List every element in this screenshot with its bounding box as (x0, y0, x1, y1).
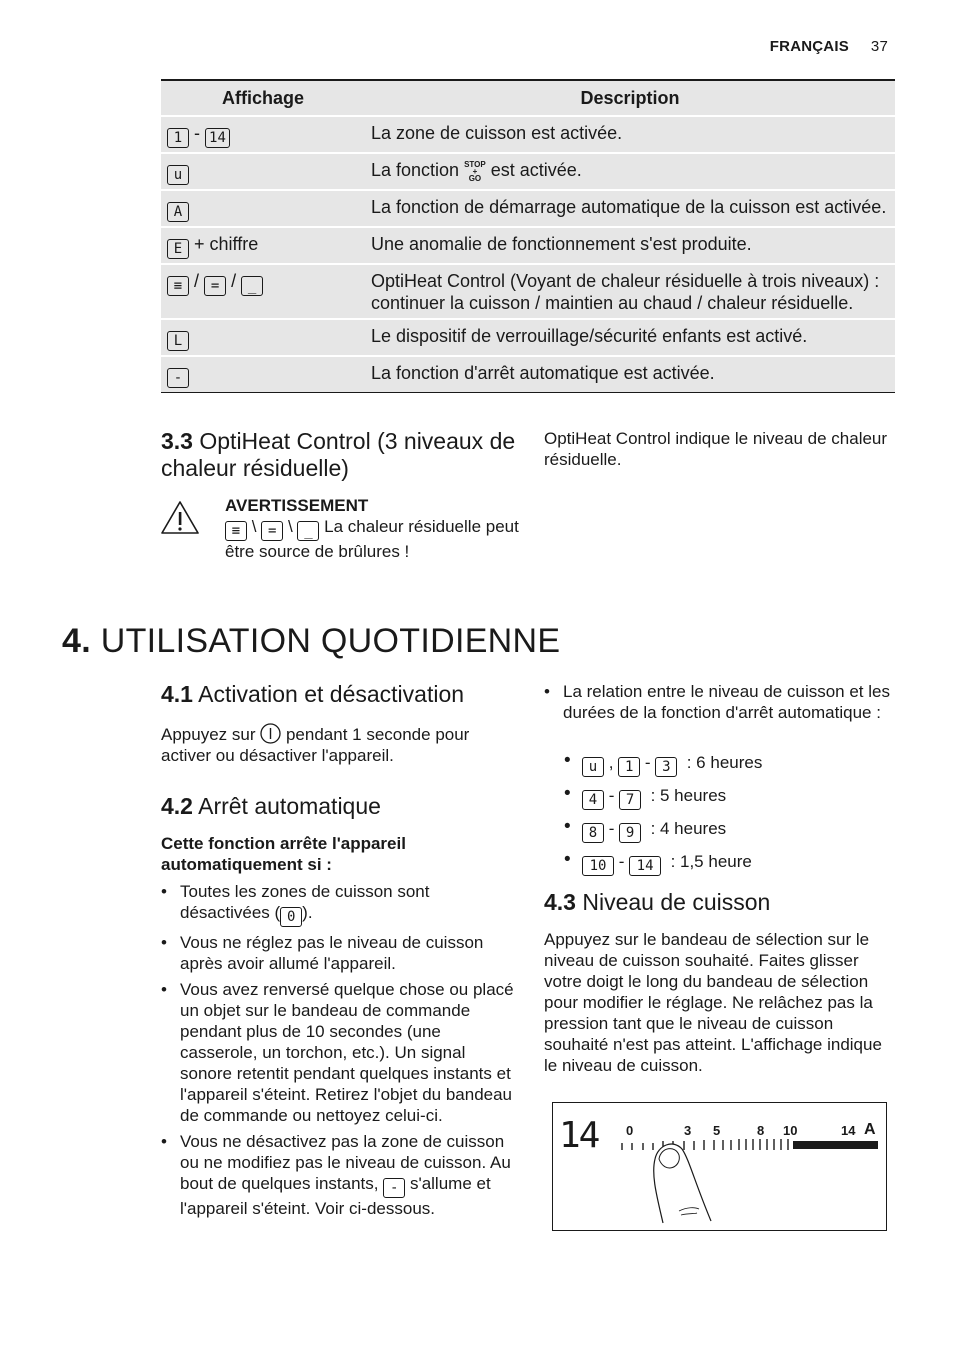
display-symbol: 14 (629, 856, 661, 876)
row-description: La fonction de démarrage automatique de la cuisson est activée. (365, 190, 895, 227)
table-row (161, 356, 895, 393)
list-item: • La relation entre le niveau de cuisson et les durées de la fonction d'arrêt automatique : (544, 681, 892, 723)
separator: \ (287, 517, 293, 536)
display-symbol: L (167, 331, 189, 351)
row-description: OptiHeat Control (Voyant de chaleur résiduelle à trois niveaux) : continuer la cuisson / maintien au chaud / chaleur résiduelle. (365, 264, 895, 319)
section-heading-4-3 (544, 889, 770, 916)
row-description: La fonction d'arrêt automatique est activée. (365, 356, 895, 393)
scale-label: A (864, 1121, 876, 1138)
list-item: • 4 - 7 : 5 heures (544, 785, 892, 810)
scale-label: 14 (841, 1123, 856, 1138)
table-row (161, 190, 895, 227)
duration: : 5 heures (650, 786, 727, 805)
scale-label: 5 (713, 1123, 721, 1138)
desc-text: est activée. (490, 160, 582, 180)
scale-label: 10 (783, 1123, 798, 1138)
warning-title: AVERTISSEMENT (225, 496, 369, 515)
warning-message: La chaleur résiduelle peut être source de brûlures ! (225, 517, 519, 561)
relation-list (544, 681, 892, 728)
text: Appuyez sur (161, 725, 256, 744)
section-number: 4.2 (161, 793, 193, 819)
text: pendant 1 seconde pour activer ou désactiver l'appareil. (161, 725, 470, 765)
list-item: • 10 - 14 : 1,5 heure (544, 851, 892, 876)
display-symbol: 8 (582, 823, 604, 843)
separator: - (194, 123, 201, 143)
table-row (161, 116, 895, 153)
text: Toutes les zones de cuisson sont désactivées ( (180, 882, 430, 922)
display-symbol: 14 (205, 128, 230, 148)
stop-go-icon (464, 161, 486, 182)
stop-go-text: GO (468, 173, 482, 183)
display-symbol: 1 (167, 128, 189, 148)
display-symbol: 1 (618, 757, 640, 777)
optiheat-description: OptiHeat Control indique le niveau de chaleur résiduelle. (544, 429, 888, 469)
section-label: FRANÇAIS (769, 38, 849, 55)
power-level-display: 14 (559, 1115, 599, 1156)
warning-block (225, 495, 525, 562)
table-row (161, 264, 895, 319)
text: ). (302, 903, 313, 922)
duration: : 1,5 heure (670, 852, 752, 871)
display-table (161, 79, 895, 393)
display-symbol: 9 (619, 823, 641, 843)
display-symbol: E (167, 239, 189, 259)
display-symbol: ≡ (225, 521, 247, 541)
desc-text: La fonction (371, 160, 460, 180)
list-item (161, 1131, 516, 1219)
display-symbol: = (261, 521, 283, 541)
section-heading-4-1 (161, 681, 464, 708)
col-header-description: Description (365, 80, 895, 116)
display-symbol: u (582, 757, 604, 777)
display-symbol: 0 (280, 907, 302, 927)
scale-label: 0 (626, 1123, 634, 1138)
section-title: Arrêt automatique (198, 793, 381, 819)
scale-label: 8 (757, 1123, 765, 1138)
list-item (161, 881, 516, 927)
display-symbol: - (383, 1178, 405, 1198)
display-symbol: 4 (582, 790, 604, 810)
section-title: Activation et désactivation (198, 681, 465, 707)
text: Vous ne désactivez pas la zone de cuisson ou ne modifiez pas le niveau de cuisson. Au bout de quelques instants, (180, 1132, 511, 1193)
page-number: 37 (870, 38, 888, 55)
row-description: La zone de cuisson est activée. (365, 116, 895, 153)
display-symbol: _ (241, 276, 263, 296)
symbol-suffix: + chiffre (194, 234, 259, 254)
display-symbol: A (167, 202, 189, 222)
activation-text (161, 723, 517, 766)
list-item: • Vous avez renversé quelque chose ou placé un objet sur le bandeau de commande pendant plus de 10 secondes (une casserole, un torchon, etc.). Un signal sonore retentit pendant quelques instants et l'appareil s'éteint. Retirez l'objet du bandeau de commande ou nettoyez celui-ci. (161, 979, 516, 1126)
scale-label: 3 (684, 1123, 692, 1138)
display-symbol: = (204, 276, 226, 296)
list-item: • 8 - 9 : 4 heures (544, 818, 892, 843)
list-item: • u , 1 - 3 : 6 heures (544, 752, 892, 777)
control-panel-figure (552, 1102, 887, 1231)
section-title: Niveau de cuisson (582, 889, 771, 915)
display-symbol: 7 (619, 790, 641, 810)
display-symbol: 10 (582, 856, 614, 876)
row-description: Une anomalie de fonctionnement s'est produite. (365, 227, 895, 264)
display-symbol: u (167, 165, 189, 185)
text: s'allume et l'appareil s'éteint. Voir ci-dessous. (180, 1174, 491, 1218)
page-header (770, 38, 888, 55)
separator: / (194, 271, 200, 291)
table-header-row (161, 80, 895, 116)
display-symbol: 3 (655, 757, 677, 777)
chapter-number: 4. (62, 622, 91, 660)
section-heading-4-2 (161, 793, 381, 820)
auto-off-lead: Cette fonction arrête l'appareil automatiquement si : (161, 834, 406, 874)
list-item: • Vous ne réglez pas le niveau de cuisson après avoir allumé l'appareil. (161, 932, 516, 974)
section-number: 4.3 (544, 889, 576, 915)
finger-icon (649, 1137, 729, 1227)
stop-go-text: STOP (464, 159, 486, 169)
section-heading-3-3 (161, 428, 521, 482)
section-number: 4.1 (161, 681, 193, 707)
row-description (365, 153, 895, 190)
relation-sublist (544, 752, 892, 884)
chapter-title: UTILISATION QUOTIDIENNE (100, 622, 561, 660)
stop-go-text: + (472, 166, 478, 176)
row-description: Le dispositif de verrouillage/sécurité enfants est activé. (365, 319, 895, 356)
auto-off-conditions (161, 881, 516, 1224)
section-title: OptiHeat Control (3 niveaux de chaleur résiduelle) (161, 428, 516, 481)
table-row (161, 227, 895, 264)
chapter-heading (62, 622, 560, 661)
cooking-level-text: Appuyez sur le bandeau de sélection sur le niveau de cuisson souhaité. Faites glisser votre doigt le long du bandeau de sélection pour modifier le réglage. Ne relâchez pas la pression tant que le niveau de cuisson souhaité n'est pas atteint. L'affichage indique le niveau de cuisson. (544, 930, 882, 1075)
separator: \ (251, 517, 257, 536)
section-number: 3.3 (161, 428, 193, 454)
table-row (161, 319, 895, 356)
duration: : 4 heures (650, 819, 727, 838)
col-header-affichage: Affichage (161, 80, 365, 116)
separator: / (231, 271, 237, 291)
display-symbol: _ (297, 521, 319, 541)
duration: : 6 heures (686, 753, 763, 772)
warning-triangle-icon (160, 500, 200, 536)
display-symbol: - (167, 368, 189, 388)
table-row (161, 153, 895, 190)
warning-text (225, 516, 525, 562)
power-on-off-icon (260, 723, 281, 744)
display-symbol: ≡ (167, 276, 189, 296)
